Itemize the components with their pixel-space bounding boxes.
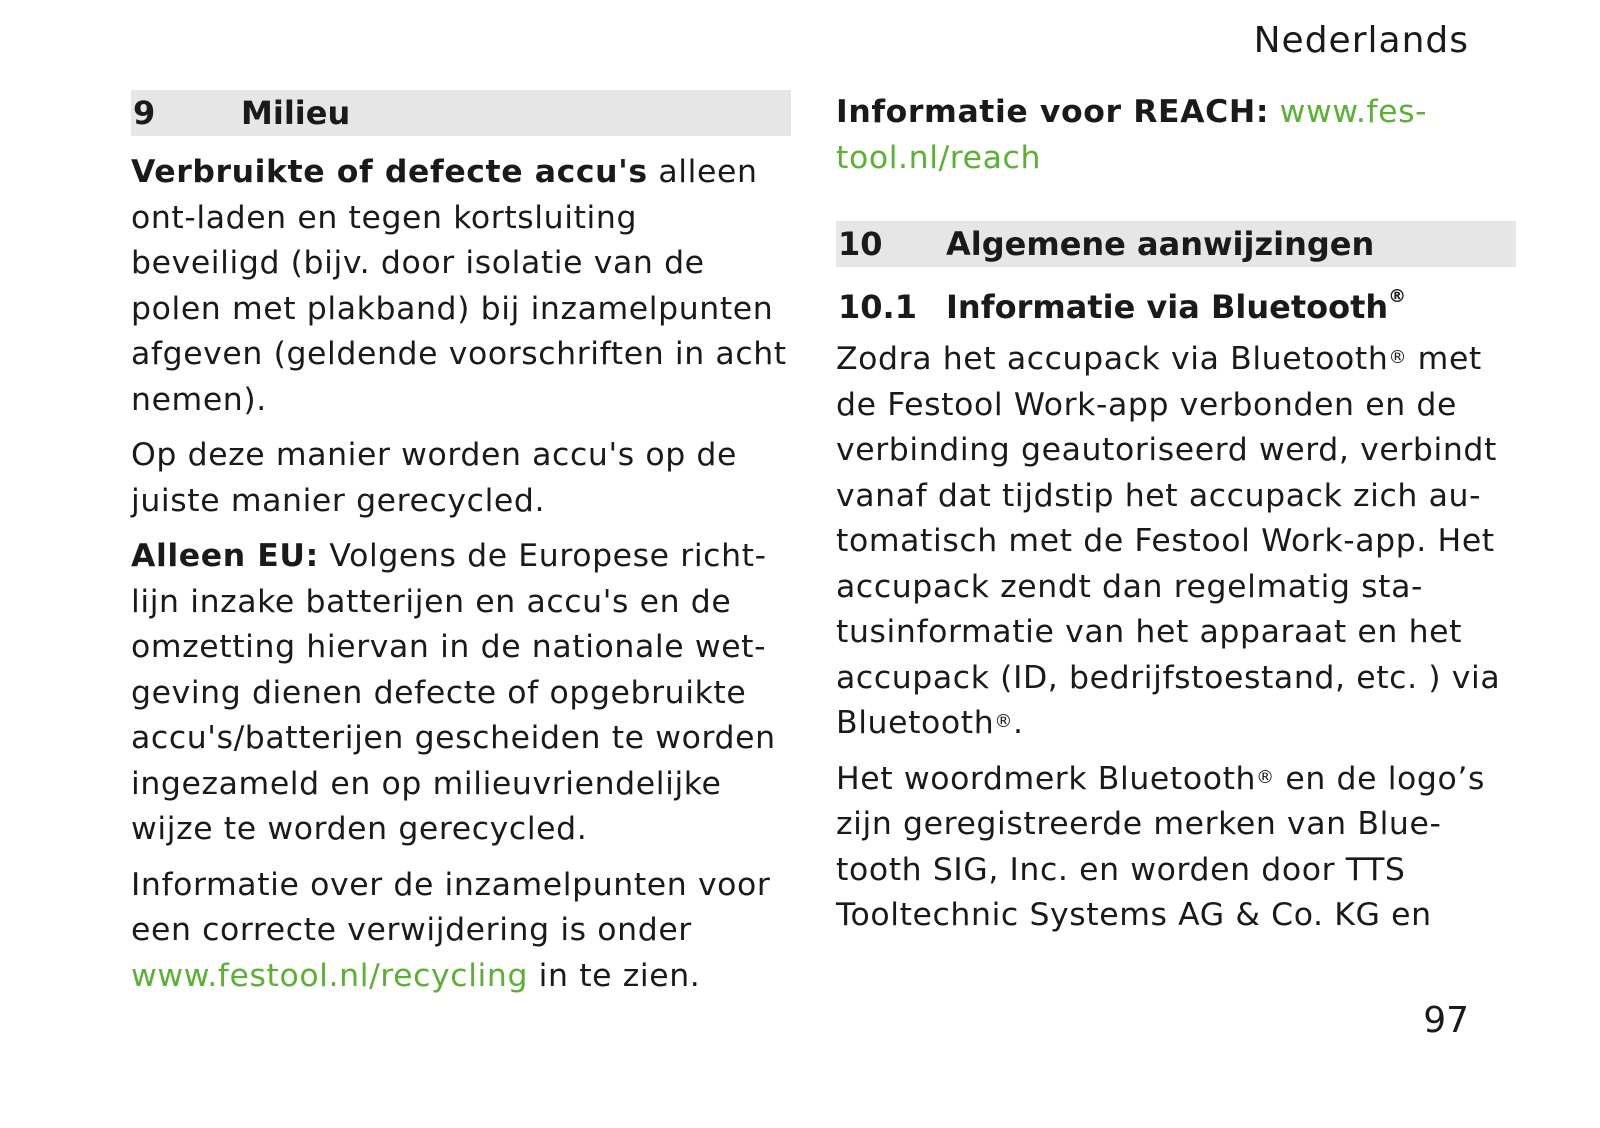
section-title: Algemene aanwijzingen — [946, 225, 1375, 263]
recycling-link[interactable]: www.festool.nl/recycling — [131, 957, 529, 994]
paragraph-recycling — [131, 433, 791, 524]
subsection-title: Informatie via Bluetooth® — [946, 286, 1407, 326]
paragraph-battery-disposal — [131, 150, 791, 423]
subsection-number: 10.1 — [838, 288, 917, 326]
section-heading-9 — [131, 90, 791, 136]
paragraph-text: alleen ont-laden en tegen kortsluiting beveiligd (bijv. door isolatie van de polen met plakband) bij inzamelpunten afgeven (geldende voorschriften in acht nemen). — [131, 154, 787, 418]
right-column — [836, 90, 1516, 949]
paragraph-text: Informatie over de inzamelpunten voor een correcte verwijdering is onder — [131, 866, 771, 948]
bold-lead: Alleen EU: — [131, 538, 319, 574]
paragraph-eu-only — [131, 534, 791, 853]
paragraph-bluetooth-info: Zodra het accupack via Bluetooth® met de Festool Work-app verbonden en de verbinding geautoriseerd werd, verbindt vanaf dat tijdstip het accupack zich au-tomatisch met de Festool Work-app. Het accupack zendt dan regelmatig sta-tusinformatie van het apparaat en het accupack (ID, bedrijfstoestand, etc. ) via Bluetooth®. — [836, 341, 1501, 741]
language-label: Nederlands — [1253, 20, 1469, 61]
paragraph-reach — [836, 90, 1516, 181]
paragraph-text-after: in te zien. — [528, 957, 701, 994]
reach-link[interactable]: www.fes-tool.nl/reach — [836, 94, 1428, 176]
paragraph-text: Volgens de Europese richt-lijn inzake batterijen en accu's en de omzetting hiervan in de nationale wet-geving dienen defecte of opgebruikte accu's/batterijen gescheiden te worden ingezameld en op milieuvriendelijke wijze te worden gerecycled. — [131, 538, 776, 847]
subsection-heading-10-1 — [836, 285, 1516, 329]
section-number: 9 — [133, 94, 156, 132]
left-column — [131, 90, 791, 1009]
section-heading-10 — [836, 221, 1516, 267]
paragraph-trademark: Het woordmerk Bluetooth® en de logo’s zijn geregistreerde merken van Blue-tooth SIG, Inc. en worden door TTS Tooltechnic Systems AG & Co. KG en — [836, 760, 1486, 933]
bold-lead: Informatie voor REACH: — [836, 94, 1270, 130]
paragraph-text: Op deze manier worden accu's op de juiste manier gerecycled. — [131, 437, 737, 519]
paragraph-collection-info — [131, 863, 791, 1000]
section-number: 10 — [838, 225, 883, 263]
section-title: Milieu — [241, 94, 351, 132]
page-number: 97 — [1423, 1000, 1469, 1041]
bold-lead: Verbruikte of defecte accu's — [131, 154, 648, 190]
